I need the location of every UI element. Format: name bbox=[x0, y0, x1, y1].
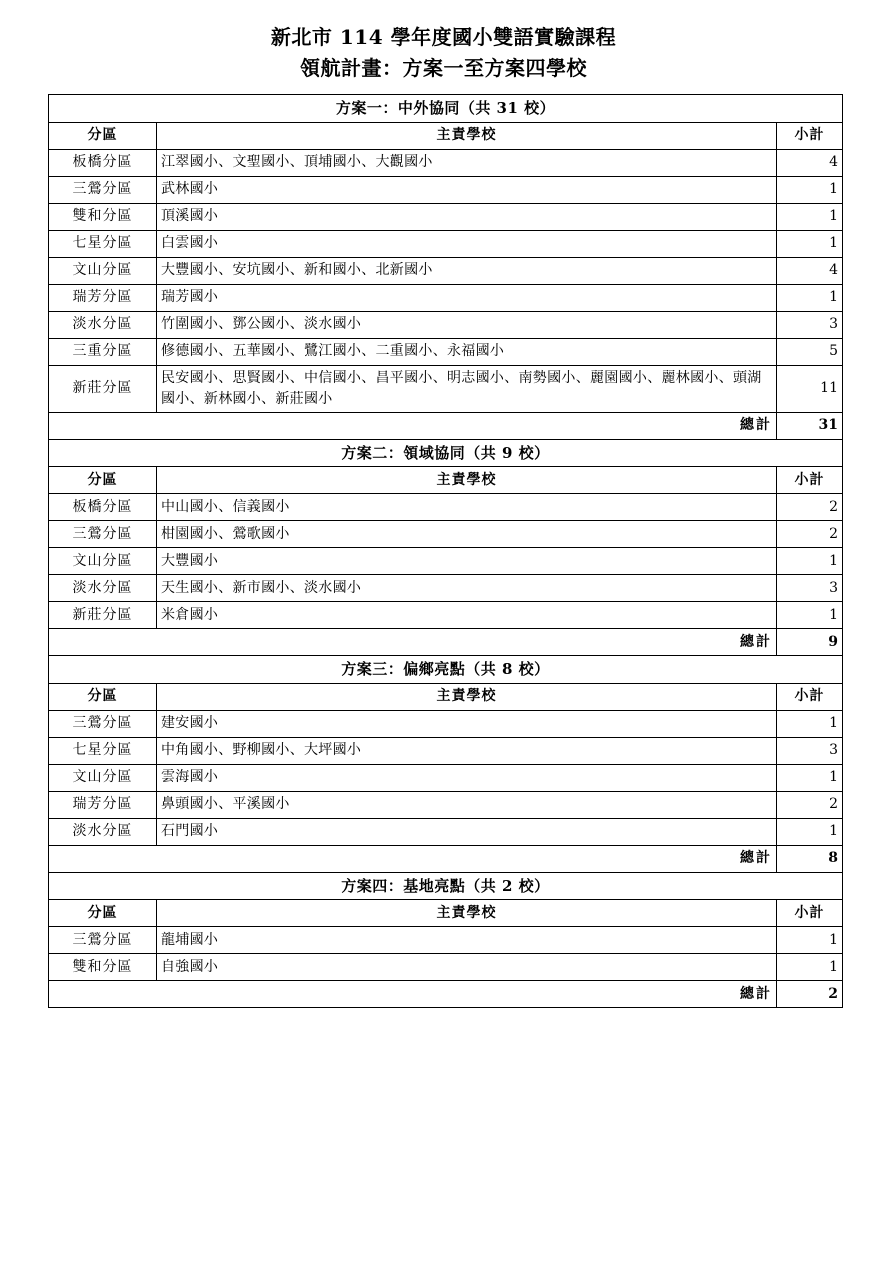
row-zone: 三鶯分區 bbox=[49, 927, 157, 954]
column-header-zone: 分區 bbox=[49, 122, 157, 149]
row-subtotal: 1 bbox=[777, 284, 843, 311]
row-schools: 頂溪國小 bbox=[157, 203, 777, 230]
plan-total-row bbox=[49, 629, 843, 656]
row-subtotal: 1 bbox=[777, 548, 843, 575]
row-subtotal: 2 bbox=[777, 791, 843, 818]
schools-table-body bbox=[49, 95, 843, 1008]
column-header-row bbox=[49, 683, 843, 710]
row-subtotal: 3 bbox=[777, 575, 843, 602]
row-schools: 雲海國小 bbox=[157, 764, 777, 791]
column-header-zone: 分區 bbox=[49, 900, 157, 927]
plan-total-value: 8 bbox=[777, 845, 843, 872]
column-header-subtotal: 小計 bbox=[777, 683, 843, 710]
row-subtotal: 1 bbox=[777, 710, 843, 737]
plan-header-row bbox=[49, 872, 843, 900]
column-header-zone: 分區 bbox=[49, 683, 157, 710]
row-subtotal: 1 bbox=[777, 176, 843, 203]
row-subtotal: 1 bbox=[777, 602, 843, 629]
column-header-subtotal: 小計 bbox=[777, 467, 843, 494]
plan-total-row bbox=[49, 845, 843, 872]
row-schools: 天生國小、新市國小、淡水國小 bbox=[157, 575, 777, 602]
row-zone: 七星分區 bbox=[49, 230, 157, 257]
column-header-school: 主責學校 bbox=[157, 467, 777, 494]
table-row bbox=[49, 927, 843, 954]
row-schools: 江翠國小、文聖國小、頂埔國小、大觀國小 bbox=[157, 149, 777, 176]
row-zone: 三鶯分區 bbox=[49, 710, 157, 737]
table-row bbox=[49, 149, 843, 176]
table-row bbox=[49, 791, 843, 818]
row-schools: 鼻頭國小、平溪國小 bbox=[157, 791, 777, 818]
column-header-school: 主責學校 bbox=[157, 900, 777, 927]
row-zone: 瑞芳分區 bbox=[49, 284, 157, 311]
plan-total-label: 總計 bbox=[49, 981, 777, 1008]
row-subtotal: 1 bbox=[777, 203, 843, 230]
page-title-line-1: 新北市 114 學年度國小雙語實驗課程 bbox=[270, 25, 617, 49]
row-zone: 淡水分區 bbox=[49, 818, 157, 845]
row-zone: 板橋分區 bbox=[49, 149, 157, 176]
column-header-school: 主責學校 bbox=[157, 122, 777, 149]
plan-total-row bbox=[49, 981, 843, 1008]
column-header-row bbox=[49, 122, 843, 149]
table-row bbox=[49, 710, 843, 737]
row-subtotal: 2 bbox=[777, 494, 843, 521]
page-title bbox=[48, 22, 839, 84]
plan-total-value: 31 bbox=[777, 412, 843, 439]
row-schools: 龍埔國小 bbox=[157, 927, 777, 954]
plan-header-label: 方案三：偏鄉亮點（共 8 校） bbox=[49, 656, 843, 684]
row-schools: 瑞芳國小 bbox=[157, 284, 777, 311]
row-schools: 民安國小、思賢國小、中信國小、昌平國小、明志國小、南勢國小、麗園國小、麗林國小、頭湖國小、新林國小、新莊國小 bbox=[157, 365, 777, 412]
table-row bbox=[49, 548, 843, 575]
row-zone: 文山分區 bbox=[49, 257, 157, 284]
table-row bbox=[49, 954, 843, 981]
row-zone: 文山分區 bbox=[49, 548, 157, 575]
row-schools: 建安國小 bbox=[157, 710, 777, 737]
table-row bbox=[49, 737, 843, 764]
row-zone: 瑞芳分區 bbox=[49, 791, 157, 818]
column-header-row bbox=[49, 467, 843, 494]
table-row bbox=[49, 818, 843, 845]
column-header-subtotal: 小計 bbox=[777, 900, 843, 927]
row-subtotal: 3 bbox=[777, 311, 843, 338]
row-zone: 淡水分區 bbox=[49, 311, 157, 338]
row-subtotal: 1 bbox=[777, 764, 843, 791]
plan-header-row bbox=[49, 439, 843, 467]
row-subtotal: 1 bbox=[777, 927, 843, 954]
row-zone: 三鶯分區 bbox=[49, 176, 157, 203]
row-subtotal: 1 bbox=[777, 818, 843, 845]
row-subtotal: 4 bbox=[777, 257, 843, 284]
table-row bbox=[49, 257, 843, 284]
row-subtotal: 5 bbox=[777, 338, 843, 365]
row-schools: 武林國小 bbox=[157, 176, 777, 203]
row-subtotal: 2 bbox=[777, 521, 843, 548]
plan-header-label: 方案一：中外協同（共 31 校） bbox=[49, 95, 843, 123]
row-schools: 自強國小 bbox=[157, 954, 777, 981]
column-header-row bbox=[49, 900, 843, 927]
row-zone: 板橋分區 bbox=[49, 494, 157, 521]
row-subtotal: 3 bbox=[777, 737, 843, 764]
table-row bbox=[49, 521, 843, 548]
plan-total-label: 總計 bbox=[49, 629, 777, 656]
plan-total-value: 9 bbox=[777, 629, 843, 656]
row-schools: 大豐國小 bbox=[157, 548, 777, 575]
page-title-line-2: 領航計畫：方案一至方案四學校 bbox=[300, 56, 587, 80]
row-zone: 淡水分區 bbox=[49, 575, 157, 602]
plan-header-label: 方案二：領域協同（共 9 校） bbox=[49, 439, 843, 467]
column-header-subtotal: 小計 bbox=[777, 122, 843, 149]
table-row bbox=[49, 365, 843, 412]
table-row bbox=[49, 764, 843, 791]
plan-total-label: 總計 bbox=[49, 845, 777, 872]
table-row bbox=[49, 575, 843, 602]
table-row bbox=[49, 203, 843, 230]
row-subtotal: 4 bbox=[777, 149, 843, 176]
plan-total-value: 2 bbox=[777, 981, 843, 1008]
row-zone: 新莊分區 bbox=[49, 365, 157, 412]
row-schools: 石門國小 bbox=[157, 818, 777, 845]
column-header-school: 主責學校 bbox=[157, 683, 777, 710]
row-schools: 中山國小、信義國小 bbox=[157, 494, 777, 521]
row-subtotal: 1 bbox=[777, 954, 843, 981]
plan-header-row bbox=[49, 95, 843, 123]
row-zone: 雙和分區 bbox=[49, 954, 157, 981]
plan-total-label: 總計 bbox=[49, 412, 777, 439]
table-row bbox=[49, 176, 843, 203]
row-zone: 新莊分區 bbox=[49, 602, 157, 629]
table-row bbox=[49, 602, 843, 629]
column-header-zone: 分區 bbox=[49, 467, 157, 494]
row-schools: 柑園國小、鶯歌國小 bbox=[157, 521, 777, 548]
row-subtotal: 1 bbox=[777, 230, 843, 257]
table-row bbox=[49, 311, 843, 338]
row-zone: 三鶯分區 bbox=[49, 521, 157, 548]
table-row bbox=[49, 494, 843, 521]
plan-total-row bbox=[49, 412, 843, 439]
row-schools: 大豐國小、安坑國小、新和國小、北新國小 bbox=[157, 257, 777, 284]
row-schools: 米倉國小 bbox=[157, 602, 777, 629]
row-zone: 雙和分區 bbox=[49, 203, 157, 230]
row-zone: 七星分區 bbox=[49, 737, 157, 764]
table-row bbox=[49, 338, 843, 365]
table-row bbox=[49, 230, 843, 257]
plan-header-label: 方案四：基地亮點（共 2 校） bbox=[49, 872, 843, 900]
row-schools: 中角國小、野柳國小、大坪國小 bbox=[157, 737, 777, 764]
row-schools: 白雲國小 bbox=[157, 230, 777, 257]
schools-table bbox=[48, 94, 843, 1008]
plan-header-row bbox=[49, 656, 843, 684]
table-row bbox=[49, 284, 843, 311]
row-schools: 修德國小、五華國小、鷺江國小、二重國小、永福國小 bbox=[157, 338, 777, 365]
row-subtotal: 11 bbox=[777, 365, 843, 412]
row-schools: 竹圍國小、鄧公國小、淡水國小 bbox=[157, 311, 777, 338]
row-zone: 三重分區 bbox=[49, 338, 157, 365]
row-zone: 文山分區 bbox=[49, 764, 157, 791]
